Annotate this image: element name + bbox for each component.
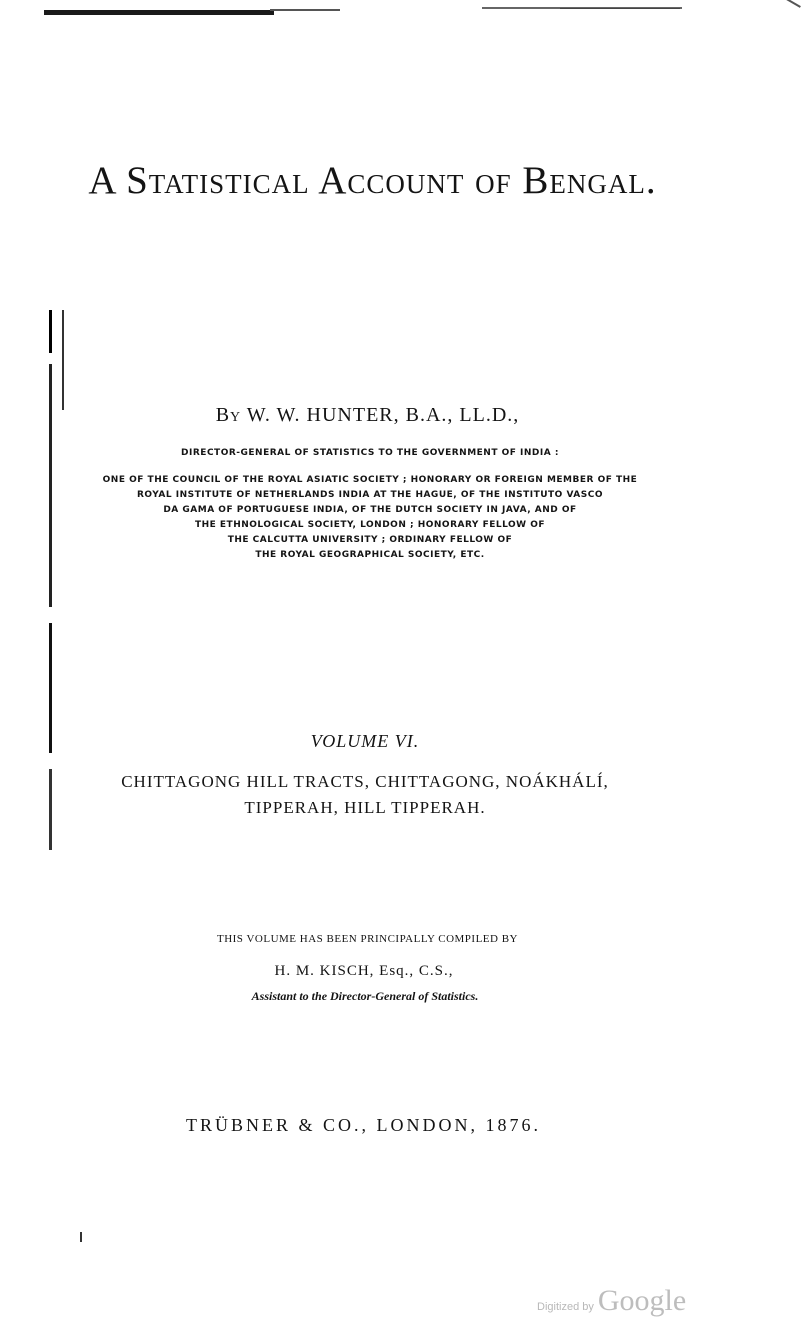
compiled-note: THIS VOLUME HAS BEEN PRINCIPALLY COMPILED BY	[216, 933, 518, 945]
author-line	[0, 404, 735, 427]
volume-districts	[0, 769, 730, 821]
credential-line: ROYAL INSTITUTE OF NETHERLANDS INDIA AT THE HAGUE, OF THE INSTITUTO VASCO	[137, 490, 603, 500]
compiler-role: Assistant to the Director-General of Statistics.	[251, 989, 479, 1003]
top-rule-fragment	[270, 9, 340, 11]
corner-mark	[779, 0, 801, 8]
book-title: A Statistical Account of Bengal.	[88, 159, 657, 202]
author-by: By	[215, 404, 242, 426]
publisher-imprint: TRÜBNER & CO., LONDON, 1876.	[185, 1115, 541, 1135]
watermark-prefix: Digitized by	[537, 1301, 594, 1313]
top-rule	[44, 10, 274, 15]
credential-line: DA GAMA OF PORTUGUESE INDIA, OF THE DUTCH SOCIETY IN JAVA, AND OF	[163, 505, 577, 515]
margin-binding-line-secondary	[62, 310, 64, 410]
volume-number: VOLUME VI.	[310, 731, 420, 751]
compiler-name: H. M. KISCH, Esq., C.S.,	[274, 963, 454, 979]
district-line: CHITTAGONG HILL TRACTS, CHITTAGONG, NOÁKHÁLÍ,	[121, 772, 609, 791]
credential-line: THE ROYAL GEOGRAPHICAL SOCIETY, ETC.	[255, 550, 485, 560]
credential-line: ONE OF THE COUNCIL OF THE ROYAL ASIATIC SOCIETY ; HONORARY OR FOREIGN MEMBER OF THE	[102, 475, 638, 485]
credential-line: THE CALCUTTA UNIVERSITY ; ORDINARY FELLOW OF	[227, 535, 513, 545]
credential-line: THE ETHNOLOGICAL SOCIETY, LONDON ; HONORARY FELLOW OF	[194, 520, 546, 530]
margin-tick-mark	[80, 1232, 82, 1242]
digitized-watermark	[537, 1284, 686, 1318]
author-credentials	[0, 446, 740, 563]
author-name: W. W. HUNTER, B.A., LL.D.,	[246, 404, 520, 426]
district-line: TIPPERAH, HILL TIPPERAH.	[244, 798, 486, 817]
google-logo: Google	[597, 1284, 687, 1317]
credential-line: DIRECTOR-GENERAL OF STATISTICS TO THE GOVERNMENT OF INDIA :	[181, 448, 559, 458]
top-rule-fragment-right-2	[560, 8, 680, 9]
